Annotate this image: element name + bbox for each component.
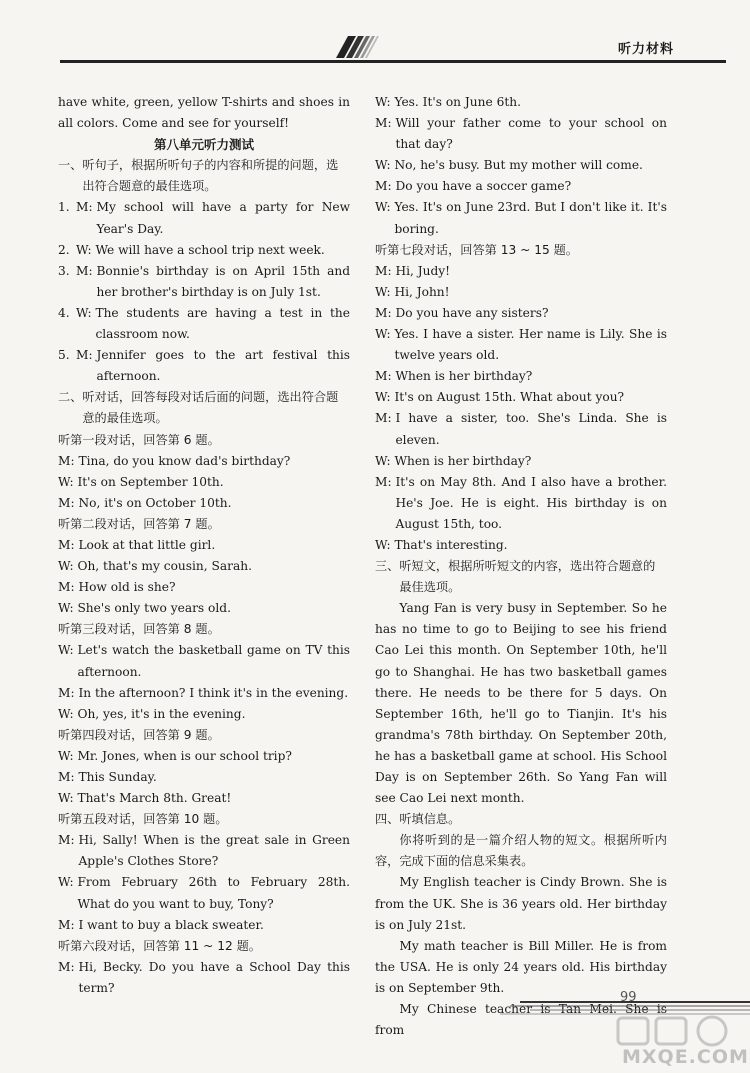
line-text: Mr. Jones, when is our school trip? (77, 748, 292, 763)
part1-mark: 一、 (58, 158, 83, 173)
part1-heading (58, 155, 350, 197)
speaker: W: (58, 601, 74, 616)
line-text: That's March 8th. Great! (77, 791, 232, 806)
sentence-item (58, 345, 350, 387)
line-text: I want to buy a black sweater. (78, 917, 264, 932)
speaker: M: (58, 495, 75, 510)
speaker: W: (375, 200, 391, 215)
dialogue-line (375, 387, 667, 408)
speaker: W: (58, 559, 74, 574)
dialogue-line (58, 746, 350, 767)
line-text: Will your father come to your school on that day? (395, 116, 667, 152)
part3-text: 听短文，根据所听短文的内容，选出符合题意的最佳选项。 (399, 559, 656, 595)
part4-heading (375, 809, 667, 830)
line-text: Let's watch the basketball game on TV this afternoon. (77, 643, 350, 679)
part4-text: 听填信息。 (399, 812, 461, 827)
dialogue-label: 听第二段对话，回答第 7 题。 (58, 516, 220, 531)
sentence-text: Jennifer goes to the art festival this afternoon. (96, 348, 350, 384)
dialogue-line (375, 303, 667, 324)
speaker: M: (58, 453, 75, 468)
speaker: W: (58, 643, 74, 658)
line-text: When is her birthday? (394, 453, 532, 468)
dialogue-line (375, 113, 667, 155)
line-text: Tina, do you know dad's birthday? (78, 453, 291, 468)
dialogue-line (58, 683, 350, 704)
page-number: 99 (620, 990, 637, 1005)
dialogue-line (375, 155, 667, 176)
line-text: It's on May 8th. And I also have a brother. He's Joe. He is eight. His birthday is on August 15th, too. (395, 474, 667, 531)
line-text: I have a sister, too. She's Linda. She is eleven. (395, 411, 667, 447)
dialogue-line (58, 598, 350, 619)
part3-heading (375, 556, 667, 598)
speaker: M: (58, 770, 75, 784)
speaker: M: (58, 537, 75, 552)
speaker: M: (375, 411, 392, 426)
part3-mark: 三、 (375, 559, 400, 574)
dialogue-line (375, 472, 667, 535)
speaker: W: (58, 706, 74, 721)
line-text: When is her birthday? (395, 369, 533, 384)
header-title: 听力材料 (618, 42, 675, 57)
item-number: 5. (58, 348, 70, 363)
dialogue-line (58, 451, 350, 472)
dialogue-line (58, 472, 350, 493)
dialogue-line (375, 535, 667, 556)
speaker: M: (76, 348, 93, 363)
dialogue-line (58, 915, 350, 936)
speaker: M: (58, 833, 75, 848)
speaker: W: (58, 474, 74, 489)
dialogue-line (375, 261, 667, 282)
sentence-item (58, 303, 350, 345)
dialogue-line (58, 535, 350, 556)
speaker: M: (58, 580, 75, 595)
speaker: M: (58, 685, 75, 700)
dialogue-line (58, 493, 350, 514)
line-text: Do you have a soccer game? (395, 179, 572, 194)
item-number: 4. (58, 305, 70, 320)
line-text: How old is she? (78, 580, 176, 595)
part2-text: 听对话，回答每段对话后面的问题，选出符合题意的最佳选项。 (82, 390, 339, 426)
dialogue-label: 听第一段对话，回答第 6 题。 (58, 432, 220, 447)
header-rule (60, 60, 726, 63)
speaker: W: (375, 453, 391, 468)
speaker: M: (375, 116, 392, 131)
line-text: It's on September 10th. (77, 474, 224, 489)
dialogue-line (58, 872, 350, 914)
unit-title: 第八单元听力测试 (153, 137, 254, 153)
dialogue-line (375, 408, 667, 450)
dialogue-line (58, 830, 350, 872)
teacher-paragraph: My math teacher is Bill Miller. He is from the USA. He is only 24 years old. His birthday is on September 9th. (375, 938, 667, 995)
part1-text: 听句子，根据所听句子的内容和所提的问题，选出符合题意的最佳选项。 (82, 158, 339, 194)
speaker: W: (58, 748, 74, 763)
line-text: From February 26th to February 28th. What do you want to buy, Tony? (77, 875, 350, 911)
dialogue-label: 听第六段对话，回答第 11 ~ 12 题。 (58, 938, 261, 953)
speaker: M: (375, 474, 392, 489)
line-text: Hi, Becky. Do you have a School Day this term? (78, 959, 350, 995)
dialogue-line (58, 957, 350, 999)
speaker: M: (76, 200, 93, 215)
line-text: No, it's on October 10th. (78, 495, 232, 510)
part4-mark: 四、 (375, 812, 400, 827)
dialogue-label: 听第四段对话，回答第 9 题。 (58, 727, 220, 742)
header-stripes-icon (336, 36, 380, 58)
sentence-item (58, 197, 350, 239)
part4-intro: 你将听到的是一篇介绍人物的短文。根据所听内容，完成下面的信息采集表。 (375, 833, 667, 869)
sentence-text: We will have a school trip next week. (95, 242, 325, 257)
right-column (375, 92, 667, 1041)
speaker: W: (375, 537, 391, 552)
dialogue-line (58, 788, 350, 809)
line-text: Yes. I have a sister. Her name is Lily. She is twelve years old. (394, 327, 667, 363)
speaker: M: (375, 179, 392, 194)
teacher-paragraph: My English teacher is Cindy Brown. She is from the UK. She is 36 years old. Her birthday is on July 21st. (375, 875, 667, 932)
sentence-text: Bonnie's birthday is on April 15th and her brother's birthday is on July 1st. (96, 263, 350, 299)
line-text: Look at that little girl. (78, 537, 216, 552)
speaker: M: (375, 263, 392, 278)
speaker: W: (375, 158, 391, 173)
item-number: 3. (58, 263, 70, 278)
line-text: Hi, Judy! (395, 263, 451, 278)
intro-text: have white, green, yellow T-shirts and shoes in all colors. Come and see for yourself! (58, 95, 350, 131)
speaker: W: (76, 242, 92, 257)
passage-text: Yang Fan is very busy in September. So he has no time to go to Beijing to see his friend Cao Lei this month. On September 10th, he'll go to Shanghai. He has two basketball games there. He needs to be there for 5 days. On September 16th, he'll go to Tianjin. It's his grandma's 78th birthday. On September 20th, he has a basketball game at school. His School Day is on September 26th. So Yang Fan will see Cao Lei next month. (375, 601, 667, 806)
dialogue-line (58, 577, 350, 598)
dialogue-label: 听第三段对话，回答第 8 题。 (58, 622, 220, 637)
line-text: This Sunday. (78, 770, 157, 784)
watermark-url: MXQE.COM (622, 1046, 749, 1068)
dialogue-label: 听第七段对话，回答第 13 ~ 15 题。 (375, 242, 578, 257)
dialogue-label: 听第五段对话，回答第 10 题。 (58, 812, 228, 827)
line-text: Oh, yes, it's in the evening. (77, 706, 246, 721)
speaker: M: (375, 369, 392, 384)
speaker: M: (58, 959, 75, 974)
speaker: W: (375, 95, 391, 109)
dialogue-line (375, 324, 667, 366)
dialogue-line (375, 282, 667, 303)
sentence-item (58, 240, 350, 261)
sentence-text: My school will have a party for New Year's Day. (96, 200, 350, 236)
dialogue-line (58, 767, 350, 788)
item-number: 2. (58, 242, 70, 257)
part2-mark: 二、 (58, 390, 83, 405)
speaker: M: (375, 305, 392, 320)
dialogue-line (375, 366, 667, 387)
sentence-text: The students are having a test in the classroom now. (95, 305, 350, 342)
line-text: Oh, that's my cousin, Sarah. (77, 559, 252, 574)
dialogue-line (58, 556, 350, 577)
dialogue-line (375, 451, 667, 472)
dialogue-line (375, 92, 667, 113)
speaker: M: (58, 917, 75, 932)
dialogue-line (58, 704, 350, 725)
sentence-item (58, 261, 350, 303)
line-text: She's only two years old. (77, 601, 231, 616)
speaker: M: (76, 263, 93, 278)
line-text: Yes. It's on June 23rd. But I don't like it. It's boring. (394, 200, 667, 236)
speaker: W: (375, 327, 391, 342)
line-text: Do you have any sisters? (395, 305, 549, 320)
dialogue-line (375, 197, 667, 239)
dialogue-line (375, 176, 667, 197)
left-column (58, 92, 350, 999)
item-number: 1. (58, 200, 70, 215)
line-text: Hi, John! (394, 284, 450, 299)
speaker: W: (58, 791, 74, 806)
line-text: Hi, Sally! When is the great sale in Green Apple's Clothes Store? (78, 833, 350, 869)
speaker: W: (58, 875, 74, 890)
part2-heading (58, 387, 350, 429)
line-text: That's interesting. (394, 537, 508, 552)
dialogue-line (58, 640, 350, 682)
speaker: W: (375, 284, 391, 299)
speaker: W: (375, 390, 391, 405)
teacher-paragraph: My Chinese teacher is Tan Mei. She is from (375, 1002, 667, 1038)
line-text: Yes. It's on June 6th. (394, 95, 521, 109)
speaker: W: (76, 305, 92, 320)
line-text: It's on August 15th. What about you? (394, 390, 625, 405)
line-text: No, he's busy. But my mother will come. (394, 158, 643, 173)
line-text: In the afternoon? I think it's in the evening. (78, 685, 349, 700)
